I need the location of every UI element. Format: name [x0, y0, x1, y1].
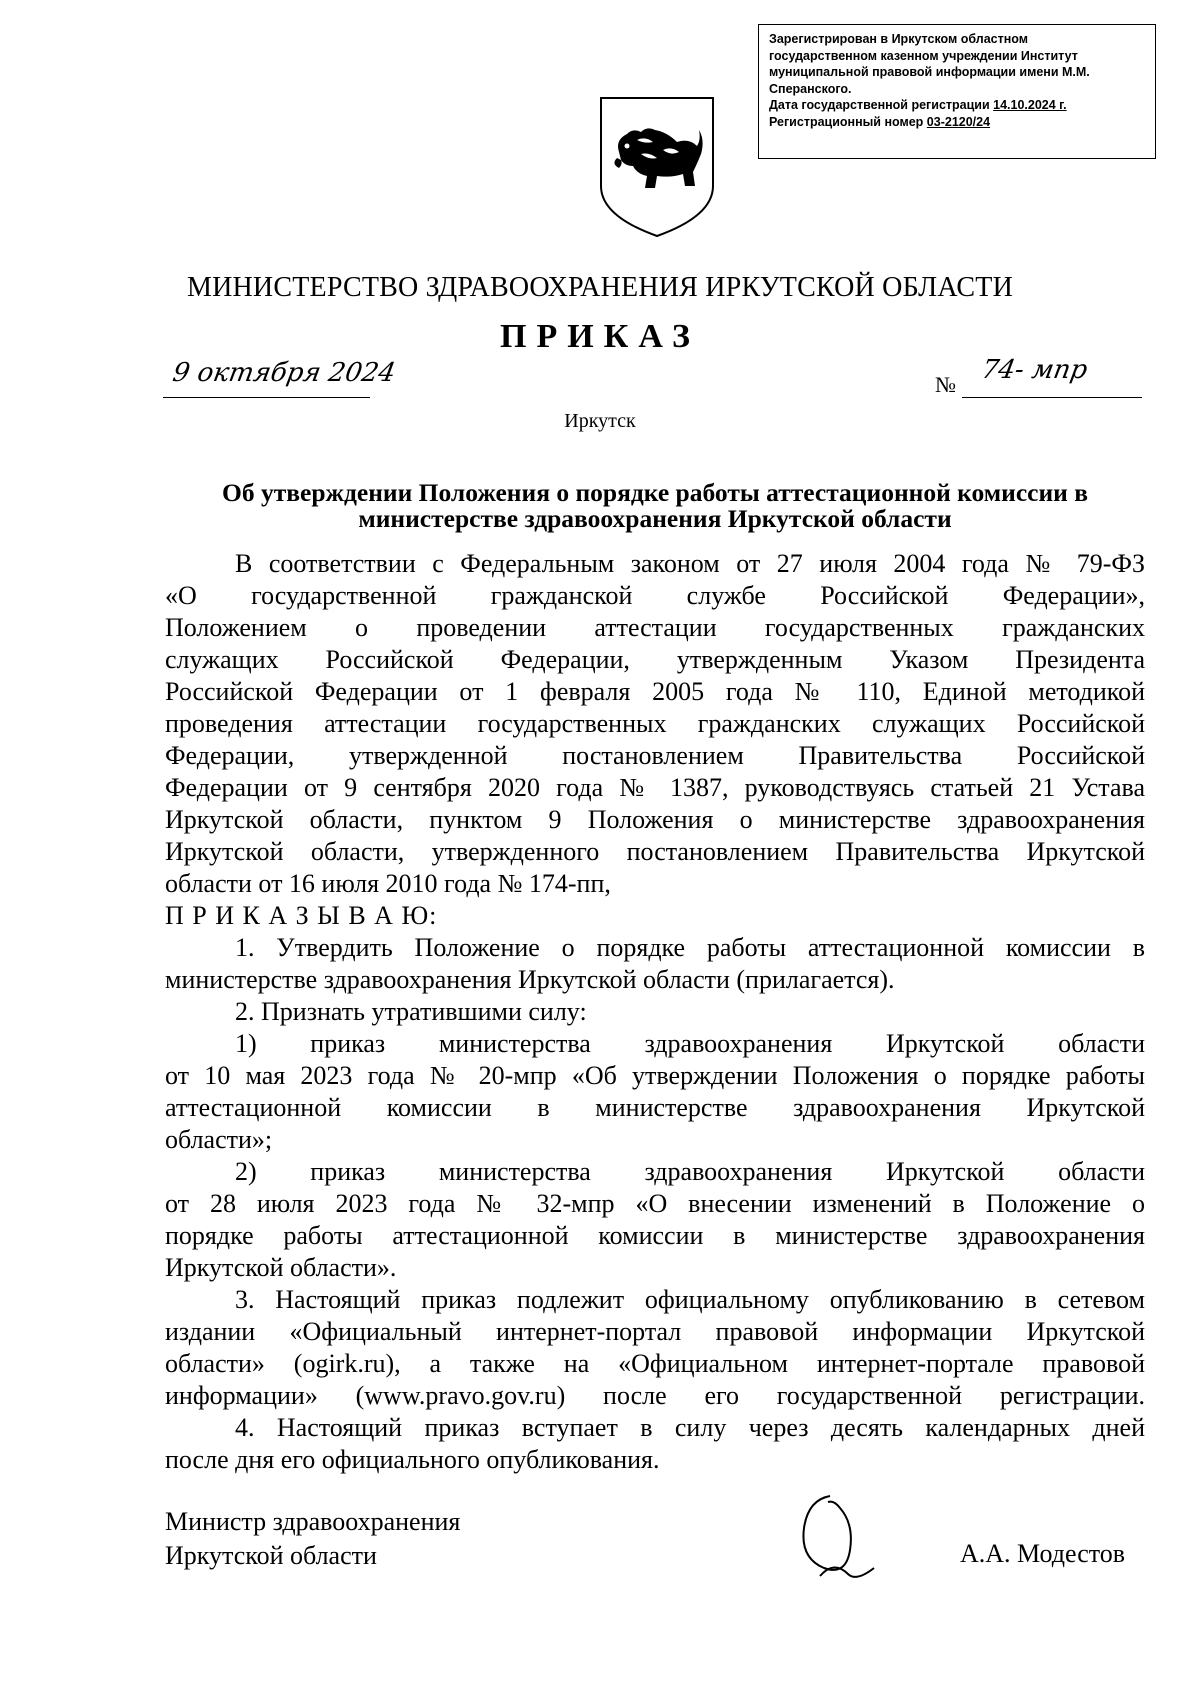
stamp-line: государственном казенном учреждении Институт — [769, 48, 1078, 63]
body-line: от 28 июля 2023 года № 32-мпр «О внесении изменений в Положение о — [165, 1189, 1145, 1218]
body-line: порядке работы аттестационной комиссии в министерстве здравоохранения — [165, 1221, 1145, 1250]
stamp-date-value: 14.10.2024 г. — [993, 98, 1067, 112]
registration-stamp — [758, 24, 1156, 159]
body-line: области»; — [165, 1125, 273, 1154]
handwritten-signature — [790, 1488, 880, 1588]
body-line: информации» (www.pravo.gov.ru) после его государственной регистрации. — [165, 1381, 1145, 1410]
stamp-reg-value: 03-2120/24 — [926, 114, 991, 129]
city: Иркутск — [564, 410, 636, 432]
body-line: области от 16 июля 2010 года № 174-пп, — [165, 869, 611, 898]
body-line: 3. Настоящий приказ подлежит официальному опубликованию в сетевом — [235, 1285, 1145, 1314]
stamp-line: муниципальной правовой информации имени М.М. — [769, 65, 1090, 79]
body-line: от 10 мая 2023 года № 20-мпр «Об утверждении Положения о порядке работы — [165, 1061, 1145, 1090]
body-line: области» (ogirk.ru), а также на «Официальном интернет-портале правовой — [165, 1349, 1145, 1378]
document-title — [165, 480, 1145, 532]
stamp-date — [769, 97, 1145, 114]
number-label: № — [935, 372, 956, 397]
handwritten-number: 74- мпр — [979, 355, 1090, 385]
stamp-reg — [769, 114, 1145, 131]
signatory-name: А.А. Модестов — [960, 1539, 1126, 1568]
body-line: проведения аттестации государственных гражданских служащих Российской — [165, 709, 1145, 738]
body-line: после дня его официального опубликования. — [165, 1445, 660, 1474]
body-line: Иркутской области, пунктом 9 Положения о министерстве здравоохранения — [165, 805, 1145, 834]
title-line: Об утверждении Положения о порядке работы аттестационной комиссии в — [222, 478, 1088, 507]
coat-of-arms-icon — [597, 94, 717, 240]
body-line: 2) приказ министерства здравоохранения Иркутской области — [235, 1157, 1145, 1186]
stamp-date-label: Дата государственной регистрации — [769, 98, 994, 112]
handwritten-date: 9 октября 2024 — [170, 358, 398, 388]
body-line: Российской Федерации от 1 февраля 2005 года № 110, Единой методикой — [165, 677, 1145, 706]
body-line: министерстве здравоохранения Иркутской области (прилагается). — [165, 965, 895, 994]
signatory-title — [165, 1505, 460, 1573]
body-line: Федерации от 9 сентября 2020 года № 1387, руководствуясь статьей 21 Устава — [165, 773, 1145, 802]
stamp-line: Зарегистрирован в Иркутском областном — [769, 32, 1029, 46]
body-line: 1) приказ министерства здравоохранения Иркутской области — [235, 1029, 1145, 1058]
body-line: Иркутской области, утвержденного постановлением Правительства Иркутской — [165, 837, 1145, 866]
body-line: 1. Утвердить Положение о порядке работы аттестационной комиссии в — [235, 933, 1145, 962]
body-line: 4. Настоящий приказ вступает в силу через десять календарных дней — [235, 1413, 1145, 1442]
body-line: аттестационной комиссии в министерстве здравоохранения Иркутской — [165, 1093, 1145, 1122]
document-type: ПРИКАЗ — [500, 318, 700, 355]
title-line: министерстве здравоохранения Иркутской области — [358, 504, 952, 533]
body-line: «О государственной гражданской службе Российской Федерации», — [165, 581, 1145, 610]
stamp-reg-label: Регистрационный номер — [769, 114, 927, 129]
body-line: Иркутской области». — [165, 1253, 397, 1282]
stamp-line: Сперанского. — [769, 81, 852, 96]
signatory-title-line: Министр здравоохранения — [165, 1507, 461, 1536]
body-line: 2. Признать утратившими силу: — [235, 997, 587, 1026]
body-line: служащих Российской Федерации, утвержденным Указом Президента — [165, 645, 1145, 674]
body-line: Федерации, утвержденной постановлением Правительства Российской — [165, 741, 1145, 770]
body-line: Положением о проведении аттестации государственных гражданских — [165, 613, 1145, 642]
ministry-name: МИНИСТЕРСТВО ЗДРАВООХРАНЕНИЯ ИРКУТСКОЙ ОБЛАСТИ — [186, 272, 1013, 303]
body-line: издании «Официальный интернет-портал правовой информации Иркутской — [165, 1317, 1145, 1346]
body-line: В соответствии с Федеральным законом от 27 июля 2004 года № 79-ФЗ — [235, 549, 1145, 578]
signatory-title-line: Иркутской области — [165, 1541, 377, 1570]
order-word: П Р И К А З Ы В А Ю: — [165, 901, 438, 930]
